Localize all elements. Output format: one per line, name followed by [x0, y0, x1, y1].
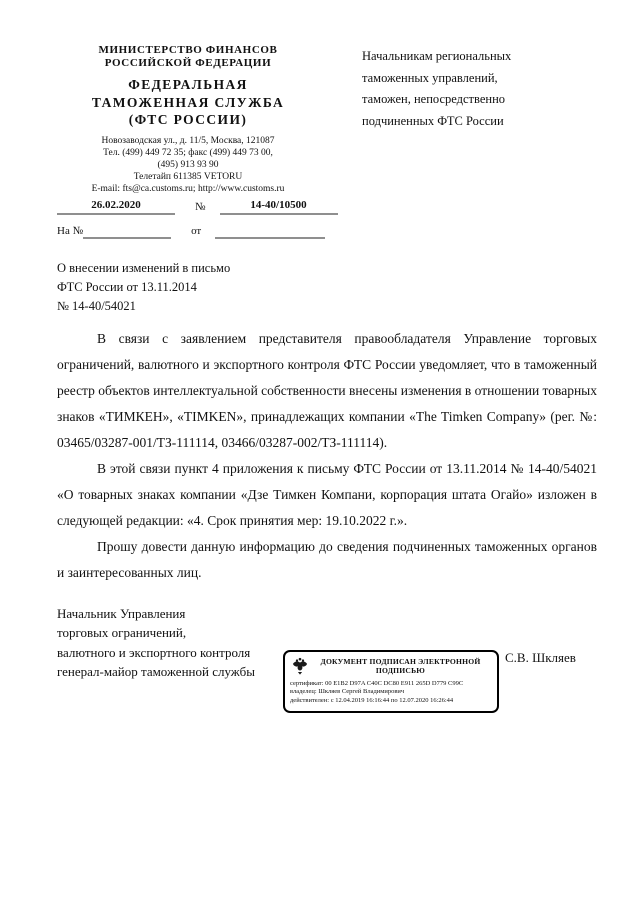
- ministry-name: РОССИЙСКОЙ ФЕДЕРАЦИИ: [104, 57, 272, 69]
- addressee-line: таможен, непосредственно: [362, 92, 506, 106]
- reply-date-blank: [215, 224, 325, 239]
- subject-block: [57, 259, 357, 316]
- reply-date-label: от: [191, 224, 202, 237]
- russian-coat-of-arms-icon: [290, 656, 310, 676]
- subject-line: № 14-40/54021: [57, 298, 136, 313]
- letterhead-left: [57, 44, 319, 195]
- phone-line: Тел. (499) 449 72 35; факс (499) 449 73 00,: [103, 147, 273, 158]
- address-line: Новозаводская ул., д. 11/5, Москва, 121087: [101, 135, 275, 146]
- stamp-title: ДОКУМЕНТ ПОДПИСАН ЭЛЕКТРОННОЙ ПОДПИСЬЮ: [320, 656, 481, 675]
- ministry-name: МИНИСТЕРСТВО ФИНАНСОВ: [98, 44, 278, 56]
- owner-value: Шкляев Сергей Владимирович: [318, 688, 405, 696]
- body-paragraph: В этой связи пункт 4 приложения к письму ФТС России от 13.11.2014 № 14-40/54021 «О товарных знаках компании «Дзе Тимкен Компани, корпорация штата Огайо» изложен в следующей редакции: «4. Срок принятия мер: 19.10.2022 г.».: [57, 460, 597, 528]
- teletype-line: Телетайп 611385 VETORU: [133, 171, 243, 182]
- signer-position-line: торговых ограничений,: [57, 625, 187, 640]
- subject-line: О внесении изменений в письмо: [57, 260, 231, 275]
- body-paragraph: Прошу довести данную информацию до сведения подчиненных таможенных органов и заинтересованных лиц.: [57, 538, 597, 580]
- signer-position-line: Начальник Управления: [57, 605, 186, 621]
- certificate-value: 00 E1B2 D97A C40C DC80 E911 265D D779 C99C: [325, 679, 464, 687]
- addressee-line: подчиненных ФТС России: [362, 113, 504, 128]
- addressee-block: [362, 44, 597, 195]
- agency-name: ФЕДЕРАЛЬНАЯ ТАМОЖЕННАЯ СЛУЖБА (ФТС РОССИИ): [91, 77, 285, 127]
- stamp-details: [290, 680, 491, 706]
- reference-block: [57, 199, 597, 239]
- subject-line: ФТС России от 13.11.2014: [57, 279, 197, 294]
- number-sign: №: [195, 200, 206, 213]
- stamp-header: [290, 656, 491, 676]
- stamp-owner-row: [290, 688, 491, 697]
- reference-row-reply: [57, 224, 597, 239]
- addressee-line: таможенных управлений,: [362, 70, 498, 85]
- validity-label: действителен:: [290, 697, 330, 705]
- stamp-validity-row: [290, 697, 491, 706]
- electronic-signature-stamp: [283, 650, 499, 713]
- signer-name: С.В. Шкляев: [505, 649, 576, 665]
- agency-contacts: [57, 135, 319, 195]
- letter-date: 26.02.2020: [57, 199, 175, 215]
- reply-number-label: На №: [57, 224, 84, 237]
- letter-number: 14-40/10500: [220, 199, 338, 215]
- certificate-label: сертификат:: [290, 679, 324, 687]
- letter-body: [57, 326, 597, 586]
- reference-row-outgoing: [57, 199, 597, 215]
- email-line: E-mail: fts@ca.customs.ru; http://www.customs.ru: [91, 183, 285, 194]
- signer-position-line: генерал-майор таможенной службы: [57, 664, 255, 679]
- owner-label: владелец:: [290, 688, 317, 696]
- validity-value: с 12.04.2019 16:16:44 по 12.07.2020 16:26:44: [330, 697, 454, 705]
- body-paragraph: В связи с заявлением представителя правообладателя Управление торговых ограничений, валютного и экспортного контроля ФТС России уведомляет, что в таможенный реестр объектов интеллектуальной собственности внесены изменения в отношении товарных знаков «ТИМКЕН», «TIMKEN», принадлежащих компании «The Timken Company» (рег. №: 03465/03287-001/ТЗ-111114, 03466/03287-002/ТЗ-111114).: [57, 330, 597, 450]
- stamp-certificate-row: [290, 680, 491, 689]
- reply-number-blank: [83, 224, 171, 239]
- signer-position-line: валютного и экспортного контроля: [57, 644, 251, 660]
- signature-block: [57, 604, 597, 784]
- letterhead: [57, 44, 597, 195]
- addressee-line: Начальникам региональных: [362, 49, 512, 63]
- phone-line: (495) 913 93 90: [157, 159, 219, 170]
